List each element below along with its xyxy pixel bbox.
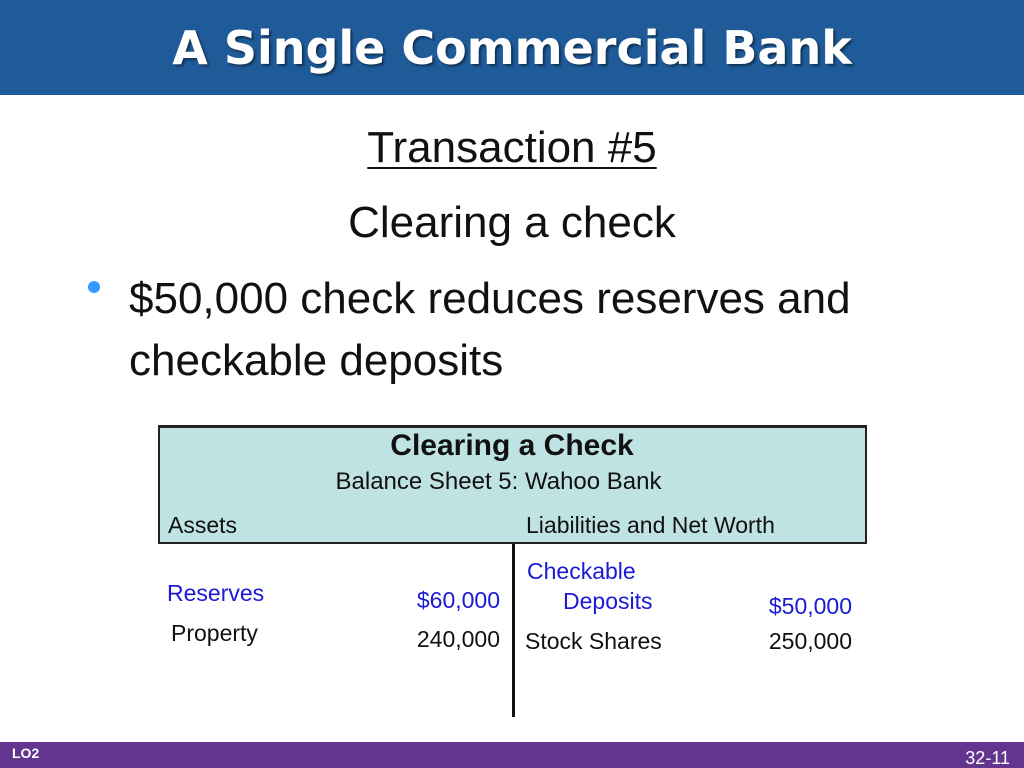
asset-label-reserves: Reserves (167, 580, 265, 606)
balance-sheet-title: Clearing a Check (390, 429, 634, 462)
asset-label-property: Property (171, 620, 258, 646)
liability-label-checkable: Checkable (527, 558, 636, 584)
transaction-heading-text: Transaction #5 (367, 123, 657, 172)
balance-sheet-subtitle: Balance Sheet 5: Wahoo Bank (335, 468, 662, 495)
subheading: Clearing a check (348, 198, 676, 247)
liability-value-stock-shares: 250,000 (768, 628, 852, 654)
asset-value-reserves: $60,000 (416, 587, 500, 613)
liability-label-deposits: Deposits (563, 588, 653, 614)
transaction-heading (0, 122, 1024, 174)
bullet-dot-icon (88, 281, 100, 293)
liabilities-column-header: Liabilities and Net Worth (526, 512, 775, 538)
bullet-text: $50,000 check reduces reserves and checkable deposits (129, 274, 851, 385)
t-account-divider (512, 544, 515, 717)
slide-title: A Single Commercial Bank (172, 21, 852, 75)
footer-bar (0, 742, 1024, 768)
slide-number: 32-11 (965, 748, 1010, 768)
assets-column-header: Assets (168, 512, 238, 538)
liability-value-deposits: $50,000 (768, 593, 852, 619)
learning-objective-label: LO2 (12, 745, 40, 761)
asset-value-property: 240,000 (416, 626, 500, 652)
liability-label-stock-shares: Stock Shares (525, 628, 662, 654)
